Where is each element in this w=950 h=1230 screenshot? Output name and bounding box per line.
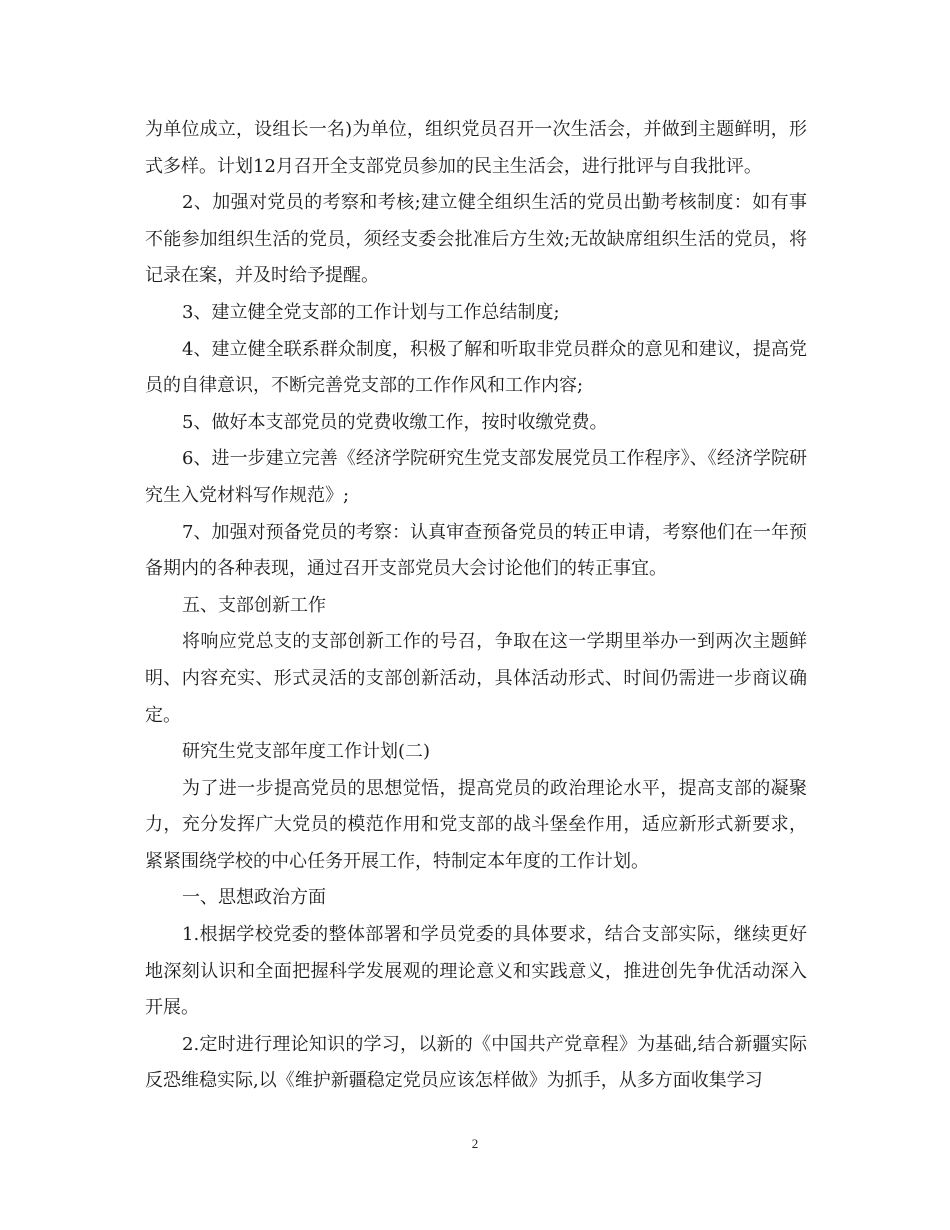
paragraph-1: 为单位成立，设组长一名)为单位，组织党员召开一次生活会，并做到主题鲜明，形式多样。计划12月召开全支部党员参加的民主生活会，进行批评与自我批评。 — [145, 119, 807, 177]
section-heading-ideology: 一、思想政治方面 — [182, 887, 326, 909]
document-body — [145, 112, 807, 1100]
paragraph-4: 4、建立健全联系群众制度，积极了解和听取非党员群众的意见和建议，提高党员的自律意识，不断完善党支部的工作作风和工作内容; — [145, 338, 807, 397]
paragraph-3: 3、建立健全党支部的工作计划与工作总结制度; — [182, 301, 560, 323]
paragraph-11: 为了进一步提高党员的思想觉悟，提高党员的政治理论水平，提高支部的凝聚力，充分发挥广大党员的模范作用和党支部的战斗堡垒作用，适应新形式新要求，紧紧围绕学校的中心任务开展工作，特制定本年度的工作计划。 — [145, 777, 807, 872]
document-subtitle: 研究生党支部年度工作计划(二) — [182, 741, 431, 763]
paragraph-6: 6、进一步建立完善《经济学院研究生党支部发展党员工作程序》、《经济学院研究生入党材料写作规范》; — [145, 448, 807, 506]
paragraph-2: 2、加强对党员的考察和考核;建立健全组织生活的党员出勤考核制度：如有事不能参加组织生活的党员，须经支委会批准后方生效;无故缺席组织生活的党员，将记录在案，并及时给予提醒。 — [145, 192, 807, 287]
paragraph-7: 7、加强对预备党员的考察：认真审查预备党员的转正申请，考察他们在一年预备期内的各种表现，通过召开支部党员大会讨论他们的转正事宜。 — [145, 521, 807, 580]
paragraph-9: 将响应党总支的支部创新工作的号召，争取在这一学期里举办一到两次主题鲜明、内容充实、形式灵活的支部创新活动，具体活动形式、时间仍需进一步商议确定。 — [145, 631, 807, 726]
page-number: 2 — [471, 1136, 479, 1151]
section-heading-branch-innovation: 五、支部创新工作 — [182, 594, 326, 616]
paragraph-13: 1.根据学校党委的整体部署和学员党委的具体要求，结合支部实际，继续更好地深刻认识和全面把握科学发展观的理论意义和实践意义，推进创先争优活动深入开展。 — [145, 924, 807, 1019]
paragraph-5: 5、做好本支部党员的党费收缴工作，按时收缴党费。 — [182, 411, 608, 433]
paragraph-14: 2.定时进行理论知识的学习，以新的《中国共产党章程》为基础,结合新疆实际反恐维稳实际,以《维护新疆稳定党员应该怎样做》为抓手，从多方面收集学习 — [145, 1033, 807, 1092]
